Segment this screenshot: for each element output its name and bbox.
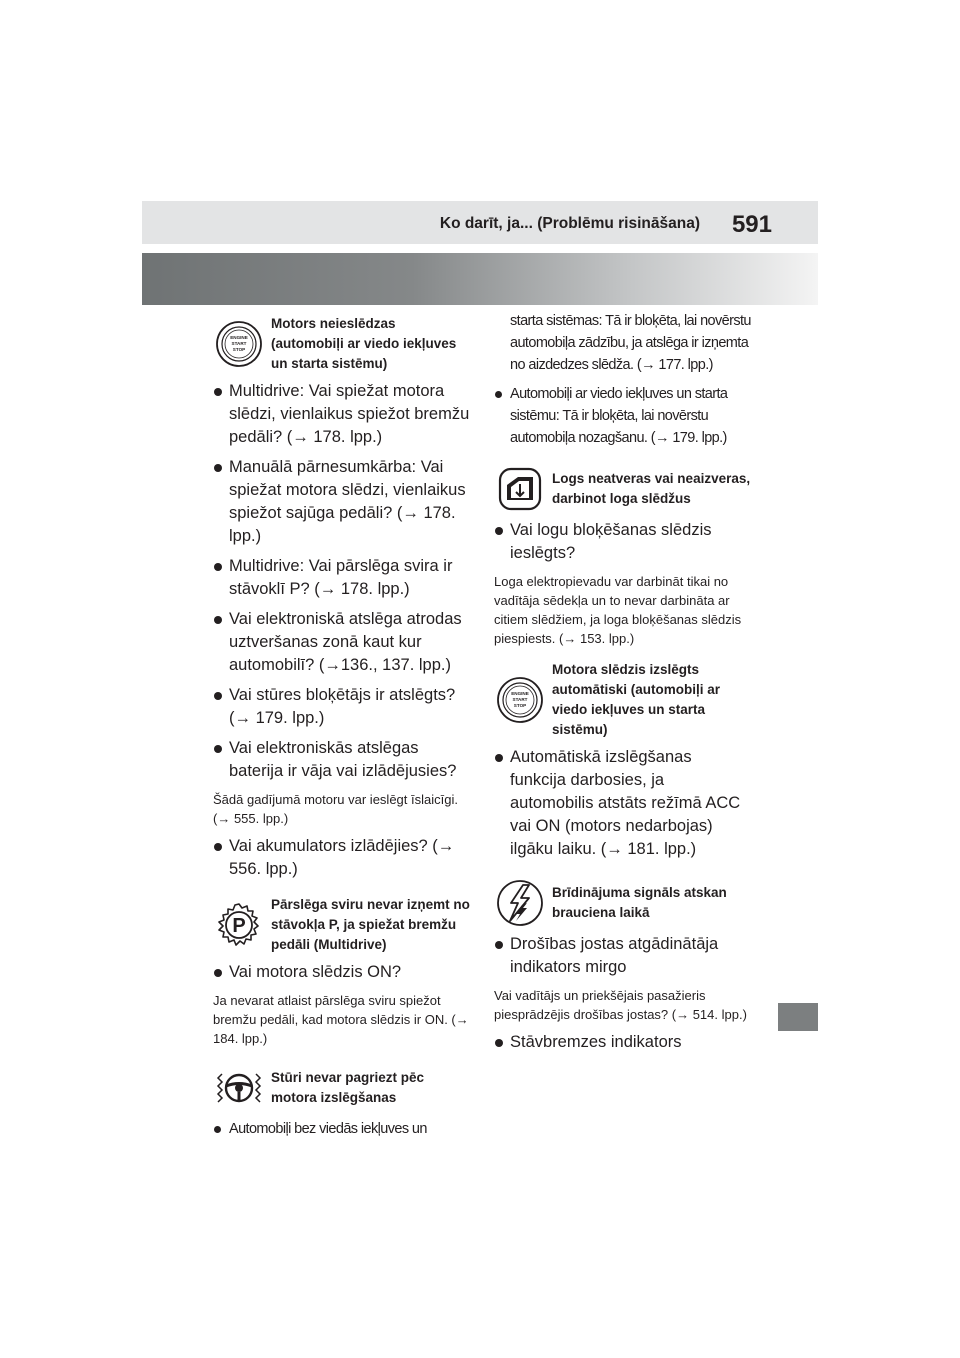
list-item: Vai elektroniskās atslēgas baterija ir vāja vai izlādējusies? xyxy=(213,737,471,783)
engine-icon-text-3: STOP xyxy=(513,703,527,708)
section-title: Motora slēdzis izslēgts automātiski (automobiļi ar viedo iekļuves un starta sistēmu) xyxy=(552,662,721,737)
list-item: Automobiļi ar viedo iekļuves un starta sistēmu: Tā ir bloķēta, lai novērstu automobiļa nozagšanu. (→ 179. lpp.) xyxy=(494,383,752,449)
section-title: Pārslēga sviru nevar izņemt no stāvokļa P, ja spiežat bremžu pedāli (Multidrive) xyxy=(271,897,470,952)
section-steering-lock xyxy=(213,1064,471,1112)
engine-start-stop-icon xyxy=(215,320,263,368)
list-item: Vai motora slēdzis ON? xyxy=(213,961,471,984)
list-item: Automātiskā izslēgšanas funkcija darbosies, ja automobilis atstāts režīmā ACC vai ON (motors nedarbojas) ilgāku laiku. (→ 181. lpp.) xyxy=(494,746,752,861)
section-title: Motors neieslēdzas (automobiļi ar viedo iekļuves un starta sistēmu) xyxy=(271,316,457,371)
list-item: Vai stūres bloķētājs ir atslēgts? (→ 179. lpp.) xyxy=(213,684,471,730)
warning-buzzer-icon xyxy=(496,879,544,927)
note-text: Loga elektropievadu var darbināt tikai no vadītāja sēdekļa un to nevar darbināta ar citiem slēdžiem, ja loga bloķēšanas slēdzis piespiests. (→ 153. lpp.) xyxy=(494,574,742,646)
engine-icon-text-3: STOP xyxy=(232,347,246,352)
note-text: Vai vadītājs un priekšējais pasažieris piesprādzējis drošības jostas? (→ 514. lpp.) xyxy=(494,988,747,1022)
header-gradient-band xyxy=(142,253,818,305)
engine-icon-text-1: ENGINE xyxy=(511,691,529,696)
engine-start-stop-icon xyxy=(496,676,544,724)
section-warning-buzzer xyxy=(494,879,752,927)
list-item: Manuālā pārnesumkārba: Vai spiežat motora slēdzi, vienlaikus spiežot sajūga pedāli? (→ 178. lpp.) xyxy=(213,456,471,548)
continuation-text: starta sistēmas: Tā ir bloķēta, lai novērstu automobiļa zādzību, ja atslēga ir izņemta no aizdedzes slēdža. (→ 177. lpp.) xyxy=(510,313,751,373)
list-item: Multidrive: Vai pārslēga svira ir stāvoklī P? (→ 178. lpp.) xyxy=(213,555,471,601)
list-item: Multidrive: Vai spiežat motora slēdzi, vienlaikus spiežot bremžu pedāli? (→ 178. lpp.) xyxy=(213,380,471,449)
section-auto-off xyxy=(494,660,752,740)
page-header xyxy=(142,201,818,244)
section-title: Stūri nevar pagriezt pēc motora izslēgšanas xyxy=(271,1070,425,1105)
list-item: Stāvbremzes indikators xyxy=(494,1031,752,1054)
list-item: Vai logu bloķēšanas slēdzis ieslēgts? xyxy=(494,519,752,565)
steering-lock-icon xyxy=(215,1064,263,1112)
chapter-side-tab xyxy=(778,1003,818,1031)
shift-icon-letter: P xyxy=(232,915,246,937)
section-engine-not-start xyxy=(213,314,471,374)
right-column xyxy=(494,310,752,1061)
section-title: Logs neatveras vai neaizveras, darbinot loga slēdžus xyxy=(552,471,751,506)
window-lock-icon xyxy=(496,465,544,513)
header-title: Ko darīt, ja... (Problēmu risināšana) xyxy=(439,215,700,232)
list-item: Vai elektroniskā atslēga atrodas uztveršanas zonā kaut kur automobilī? (→136., 137. lpp.) xyxy=(213,608,471,677)
list-item: Automobiļi bez viedās iekļuves un xyxy=(213,1118,471,1140)
section-title: Brīdinājuma signāls atskan brauciena laikā xyxy=(552,885,727,920)
list-item: Drošības jostas atgādinātāja indikators mirgo xyxy=(494,933,752,979)
page-number: 591 xyxy=(731,211,772,238)
engine-icon-text-1: ENGINE xyxy=(230,335,248,340)
left-column xyxy=(213,310,471,1147)
list-item: Vai akumulators izlādējies? (→ 556. lpp.) xyxy=(213,835,471,881)
note-text: Šādā gadījumā motoru var ieslēgt īslaicīgi. (→ 555. lpp.) xyxy=(213,792,458,826)
note-text: Ja nevarat atlaist pārslēga sviru spiežot bremžu pedāli, kad motora slēdzis ir ON. (→ 184. lpp.) xyxy=(213,993,469,1046)
engine-icon-text-2: START xyxy=(231,341,247,346)
section-window xyxy=(494,465,752,513)
shift-lever-p-icon xyxy=(215,901,263,949)
engine-icon-text-2: START xyxy=(512,697,528,702)
section-shift-lever xyxy=(213,895,471,955)
